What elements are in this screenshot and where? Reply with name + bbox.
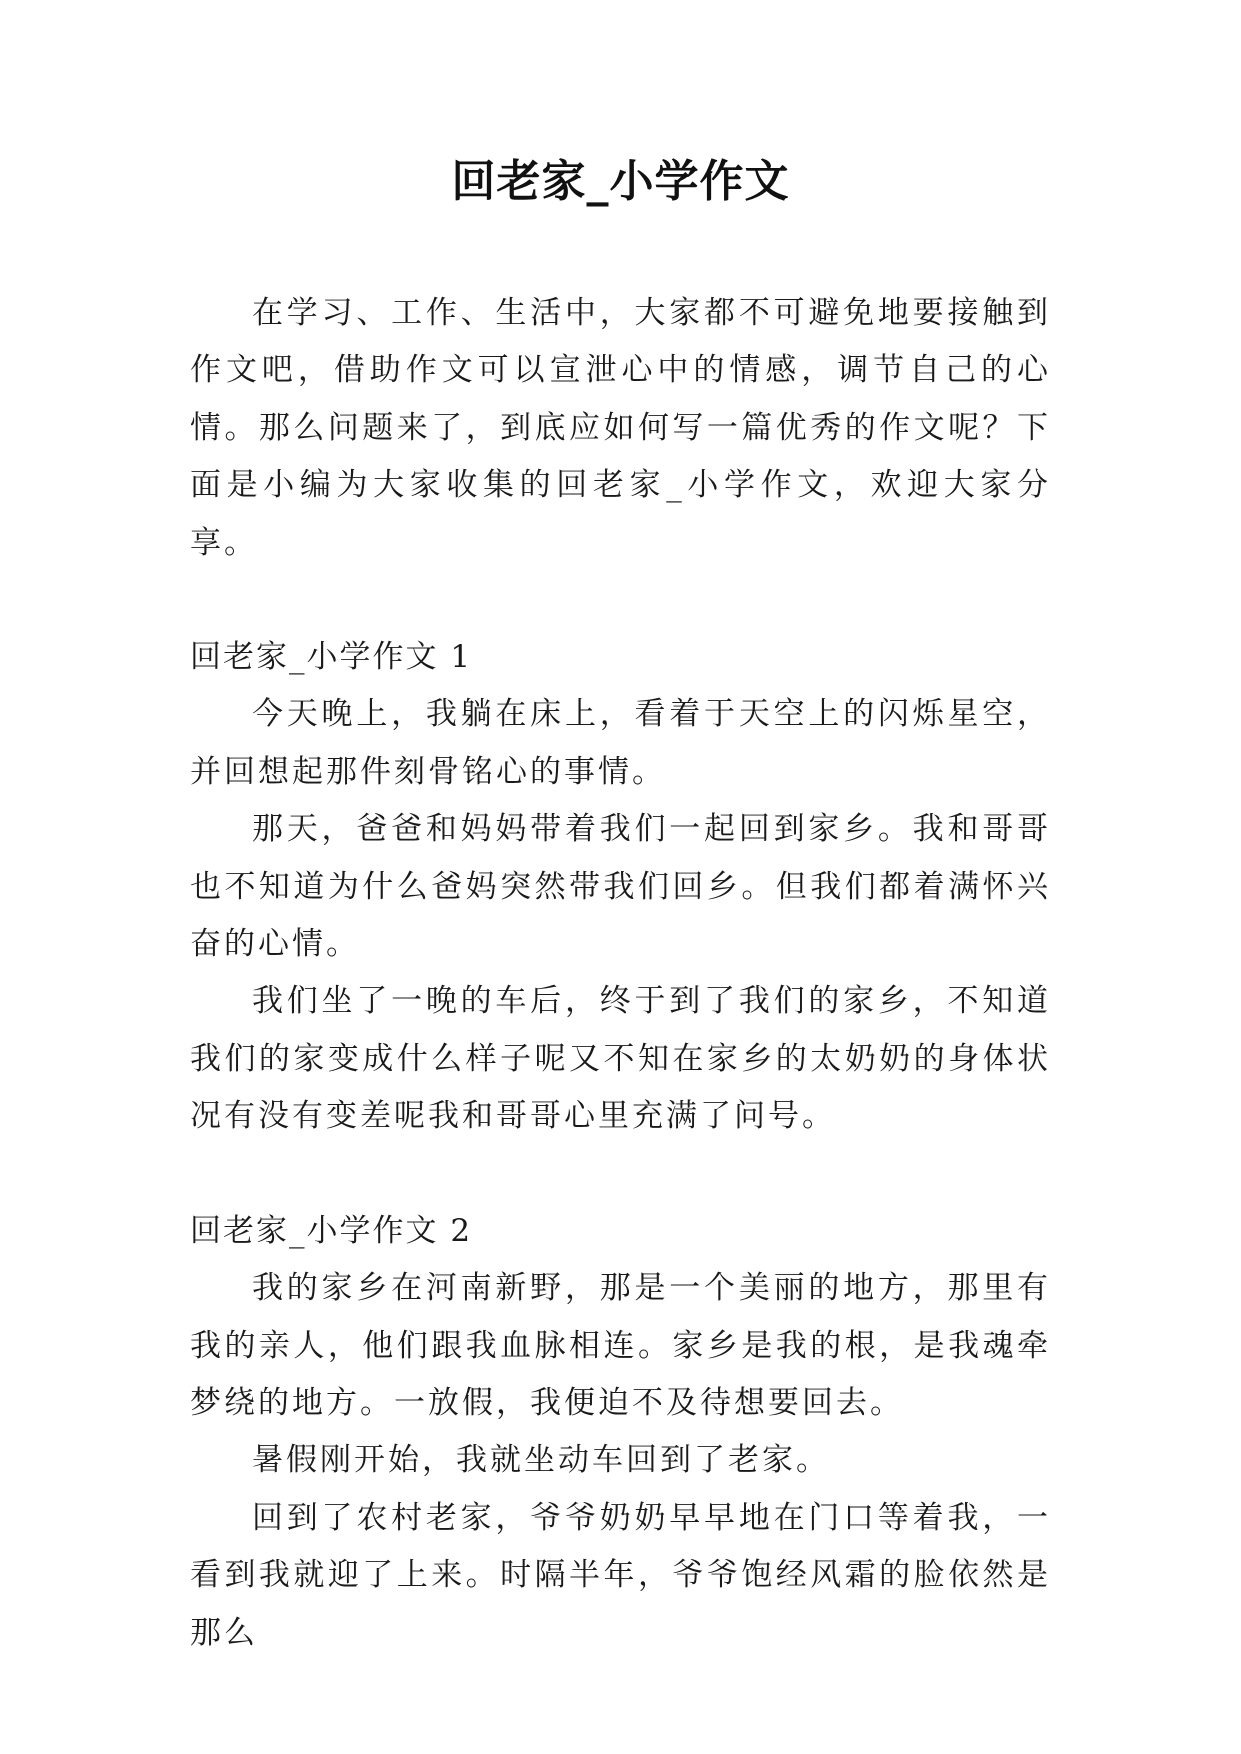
section-paragraph: 暑假刚开始，我就坐动车回到了老家。: [252, 1442, 830, 1479]
intro-paragraph: 在学习、工作、生活中，大家都不可避免地要接触到作文吧，借助作文可以宣泄心中的情感，调节自己的心情。那么问题来了，到底应如何写一篇优秀的作文呢？下面是小编为大家收集的回老家_小学作文，欢迎大家分享。: [190, 295, 1051, 561]
section-paragraph: 我们坐了一晚的车后，终于到了我们的家乡，不知道我们的家变成什么样子呢又不知在家乡的太奶奶的身体状况有没有变差呢我和哥哥心里充满了问号。: [190, 983, 1051, 1135]
essay-section-2: [190, 1203, 1051, 1662]
document-title: 回老家_小学作文: [451, 156, 790, 207]
section-heading: 回老家_小学作文 1: [190, 639, 473, 676]
document-body: [190, 285, 1051, 1662]
section-paragraph: 那天，爸爸和妈妈带着我们一起回到家乡。我和哥哥也不知道为什么爸妈突然带我们回乡。但我们都着满怀兴奋的心情。: [190, 811, 1051, 963]
section-paragraph: 我的家乡在河南新野，那是一个美丽的地方，那里有我的亲人，他们跟我血脉相连。家乡是我的根，是我魂牵梦绕的地方。一放假，我便迫不及待想要回去。: [190, 1270, 1051, 1421]
section-paragraph: 今天晚上，我躺在床上，看着于天空上的闪烁星空，并回想起那件刻骨铭心的事情。: [190, 696, 1051, 790]
section-heading: 回老家_小学作文 2: [190, 1212, 473, 1249]
section-paragraph: 回到了农村老家，爷爷奶奶早早地在门口等着我，一看到我就迎了上来。时隔半年，爷爷饱经风霜的脸依然是那么: [190, 1499, 1051, 1651]
essay-section-1: [190, 629, 1051, 1146]
